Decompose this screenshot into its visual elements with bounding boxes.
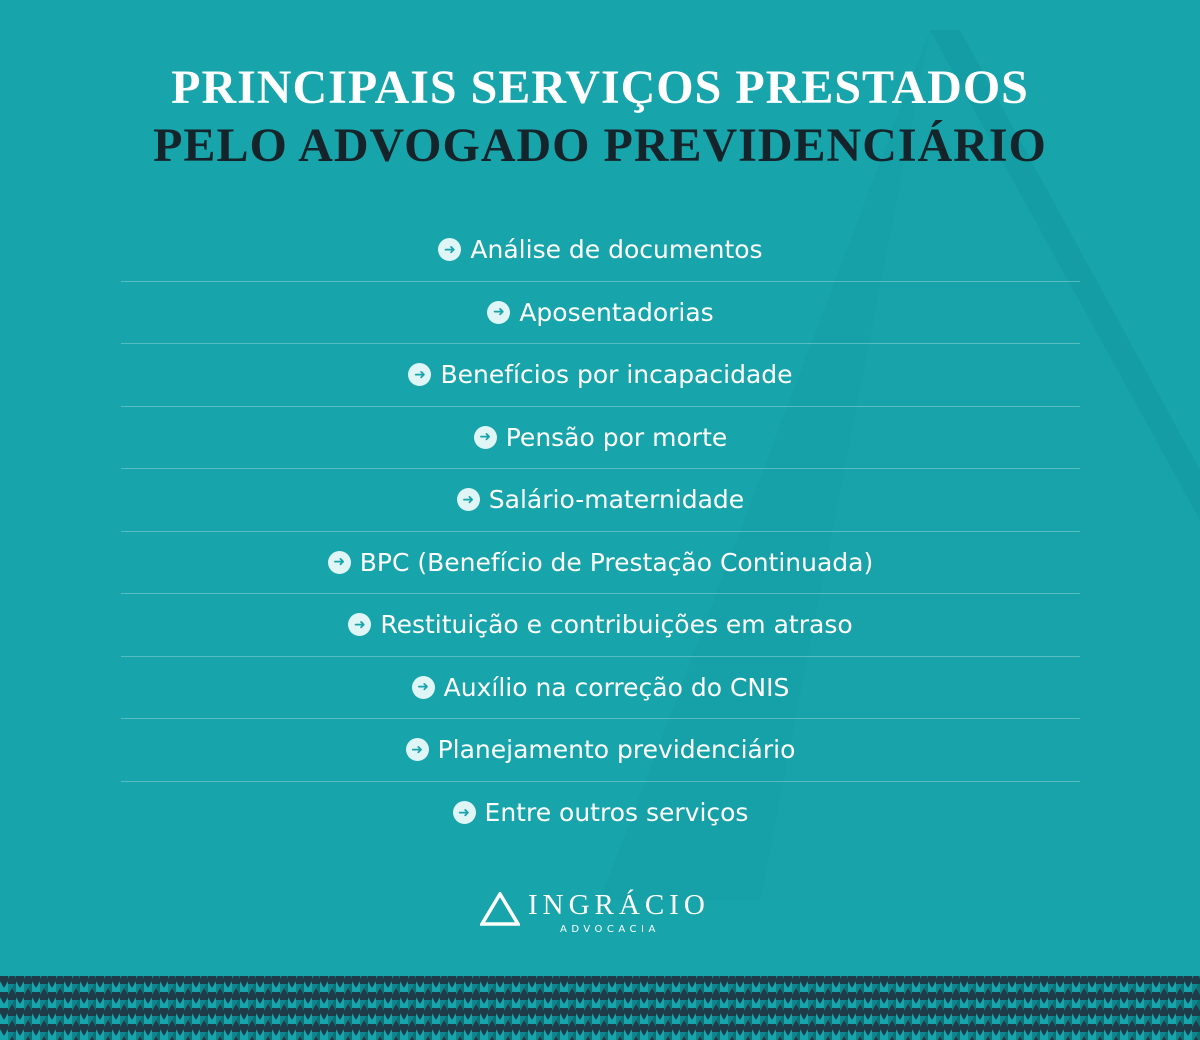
service-label: Auxílio na correção do CNIS xyxy=(443,672,790,702)
logo-name: INGRÁCIO xyxy=(528,889,710,921)
list-item xyxy=(121,219,1080,282)
list-item xyxy=(121,344,1080,407)
list-item xyxy=(121,282,1080,345)
service-label: Análise de documentos xyxy=(470,235,763,265)
services-list xyxy=(121,219,1080,844)
arrow-right-icon: ➜ xyxy=(457,488,480,511)
arrow-right-icon: ➜ xyxy=(408,363,431,386)
arrow-right-icon: ➜ xyxy=(487,301,510,324)
decorative-pattern-band xyxy=(0,976,1200,1040)
service-label: Benefícios por incapacidade xyxy=(440,360,793,390)
list-item xyxy=(121,719,1080,782)
list-item xyxy=(121,657,1080,720)
list-item xyxy=(121,782,1080,845)
page-title-line-1: PRINCIPAIS SERVIÇOS PRESTADOS xyxy=(171,61,1029,114)
logo-subtitle: ADVOCACIA xyxy=(560,924,660,935)
service-label: BPC (Benefício de Prestação Continuada) xyxy=(359,547,874,577)
list-item xyxy=(121,407,1080,470)
service-label: Restituição e contribuições em atraso xyxy=(380,610,853,640)
arrow-right-icon: ➜ xyxy=(412,676,435,699)
arrow-right-icon: ➜ xyxy=(438,238,461,261)
service-label: Entre outros serviços xyxy=(484,798,749,828)
triangle-icon xyxy=(480,892,520,926)
arrow-right-icon: ➜ xyxy=(406,738,429,761)
arrow-right-icon: ➜ xyxy=(348,613,371,636)
service-label: Planejamento previdenciário xyxy=(437,735,796,765)
arrow-right-icon: ➜ xyxy=(328,551,351,574)
list-item xyxy=(121,594,1080,657)
brand-logo xyxy=(478,886,728,938)
page-title-line-2: PELO ADVOGADO PREVIDENCIÁRIO xyxy=(153,119,1047,172)
service-label: Aposentadorias xyxy=(519,297,714,327)
service-label: Salário-maternidade xyxy=(488,485,745,515)
service-label: Pensão por morte xyxy=(505,422,728,452)
list-item xyxy=(121,469,1080,532)
arrow-right-icon: ➜ xyxy=(474,426,497,449)
arrow-right-icon: ➜ xyxy=(453,801,476,824)
list-item xyxy=(121,532,1080,595)
